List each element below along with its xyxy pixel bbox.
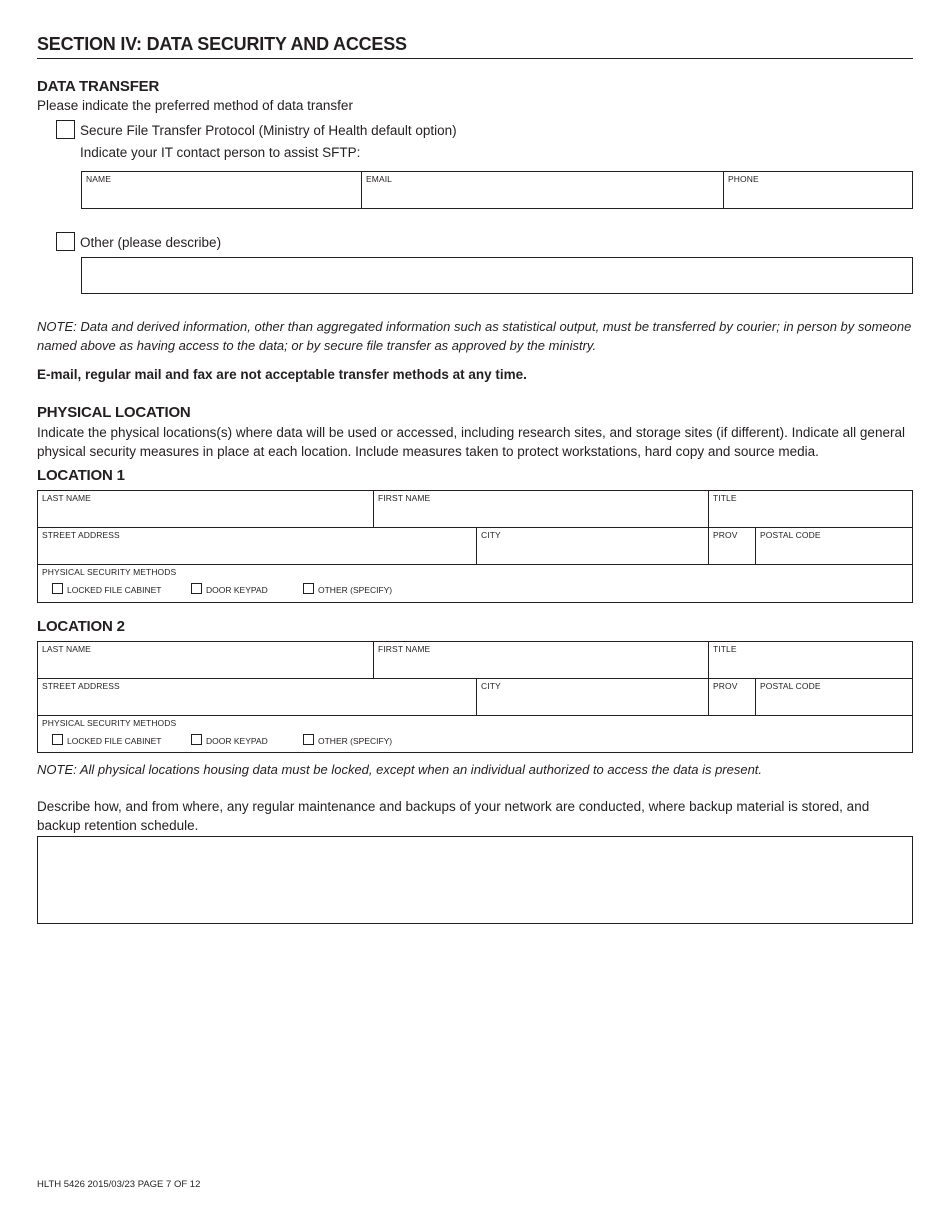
title-label: TITLE (713, 493, 737, 503)
city-label: CITY (481, 530, 501, 540)
location-1-table (37, 490, 913, 603)
last-name-label: LAST NAME (42, 644, 91, 654)
sftp-option-label: Secure File Transfer Protocol (Ministry of Health default option) (80, 123, 457, 138)
checkbox[interactable] (303, 734, 314, 745)
it-contact-table (81, 171, 913, 209)
physical-location-instruction: Indicate the physical locations(s) where data will be used or accessed, including research sites, and storage sites (if different). Indicate all general physical security measures in place at each location. Include measures taken to protect workstations, hard copy and source media. (37, 425, 905, 459)
location-2-table (37, 641, 913, 753)
location-1-street-address-field[interactable] (38, 528, 476, 564)
door-keypad-option[interactable] (191, 734, 268, 746)
physical-location-heading: PHYSICAL LOCATION (37, 404, 191, 421)
prov-label: PROV (713, 530, 738, 540)
other-specify-option[interactable] (303, 734, 392, 746)
postal-code-label: POSTAL CODE (760, 530, 821, 540)
location-2-street-address-field[interactable] (38, 679, 476, 715)
transfer-warning: E-mail, regular mail and fax are not acceptable transfer methods at any time. (37, 367, 527, 382)
contact-phone-field[interactable] (724, 172, 912, 208)
checkbox[interactable] (191, 734, 202, 745)
checkbox[interactable] (191, 583, 202, 594)
contact-email-label: EMAIL (366, 174, 393, 184)
other-transfer-description-field[interactable] (81, 257, 913, 294)
location-1-security-methods (38, 565, 912, 602)
first-name-label: FIRST NAME (378, 644, 431, 654)
location-2-last-name-field[interactable] (38, 642, 373, 678)
other-specify-option[interactable] (303, 583, 392, 595)
other-transfer-label: Other (please describe) (80, 235, 222, 250)
location-2-security-methods (38, 716, 912, 752)
checkbox[interactable] (52, 734, 63, 745)
data-transfer-heading: DATA TRANSFER (37, 78, 160, 95)
page-footer: HLTH 5426 2015/03/23 PAGE 7 OF 12 (37, 1179, 201, 1190)
location-1-postal-code-field[interactable] (756, 528, 912, 564)
contact-phone-label: PHONE (728, 174, 759, 184)
other-transfer-checkbox[interactable] (56, 232, 75, 251)
location-2-heading: LOCATION 2 (37, 618, 125, 635)
contact-name-field[interactable] (82, 172, 362, 208)
locked-file-cabinet-option[interactable] (52, 583, 161, 595)
door-keypad-label: DOOR KEYPAD (206, 736, 268, 746)
location-2-first-name-field[interactable] (374, 642, 708, 678)
it-contact-prompt: Indicate your IT contact person to assist SFTP: (80, 145, 361, 160)
location-1-city-field[interactable] (477, 528, 708, 564)
section-title: SECTION IV: DATA SECURITY AND ACCESS (37, 34, 913, 59)
backup-description-field[interactable] (37, 836, 913, 924)
first-name-label: FIRST NAME (378, 493, 431, 503)
other-specify-label: OTHER (SPECIFY) (318, 585, 393, 595)
location-2-postal-code-field[interactable] (756, 679, 912, 715)
location-1-last-name-field[interactable] (38, 491, 373, 527)
locked-file-cabinet-label: LOCKED FILE CABINET (67, 736, 162, 746)
location-1-heading: LOCATION 1 (37, 467, 125, 484)
location-1-prov-field[interactable] (709, 528, 755, 564)
title-label: TITLE (713, 644, 737, 654)
locked-file-cabinet-option[interactable] (52, 734, 161, 746)
location-2-city-field[interactable] (477, 679, 708, 715)
prov-label: PROV (713, 681, 738, 691)
street-address-label: STREET ADDRESS (42, 681, 120, 691)
location-2-title-field[interactable] (709, 642, 912, 678)
last-name-label: LAST NAME (42, 493, 91, 503)
locked-file-cabinet-label: LOCKED FILE CABINET (67, 585, 162, 595)
sftp-checkbox[interactable] (56, 120, 75, 139)
location-1-first-name-field[interactable] (374, 491, 708, 527)
contact-email-field[interactable] (362, 172, 723, 208)
street-address-label: STREET ADDRESS (42, 530, 120, 540)
door-keypad-label: DOOR KEYPAD (206, 585, 268, 595)
transfer-note: NOTE: Data and derived information, other than aggregated information such as statistical output, must be transferred by courier; in person by someone named above as having access to the data; or by secure file transfer as approved by the ministry. (37, 319, 912, 353)
checkbox[interactable] (52, 583, 63, 594)
location-1-title-field[interactable] (709, 491, 912, 527)
contact-name-label: NAME (86, 174, 111, 184)
backup-prompt: Describe how, and from where, any regular maintenance and backups of your network are conducted, where backup material is stored, and backup retention schedule. (37, 799, 870, 833)
location-2-prov-field[interactable] (709, 679, 755, 715)
postal-code-label: POSTAL CODE (760, 681, 821, 691)
door-keypad-option[interactable] (191, 583, 268, 595)
security-methods-label: PHYSICAL SECURITY METHODS (42, 567, 177, 577)
other-specify-label: OTHER (SPECIFY) (318, 736, 393, 746)
security-methods-label: PHYSICAL SECURITY METHODS (42, 718, 177, 728)
checkbox[interactable] (303, 583, 314, 594)
data-transfer-instruction: Please indicate the preferred method of data transfer (37, 98, 353, 113)
location-note: NOTE: All physical locations housing data must be locked, except when an individual authorized to access the data is present. (37, 762, 763, 777)
city-label: CITY (481, 681, 501, 691)
